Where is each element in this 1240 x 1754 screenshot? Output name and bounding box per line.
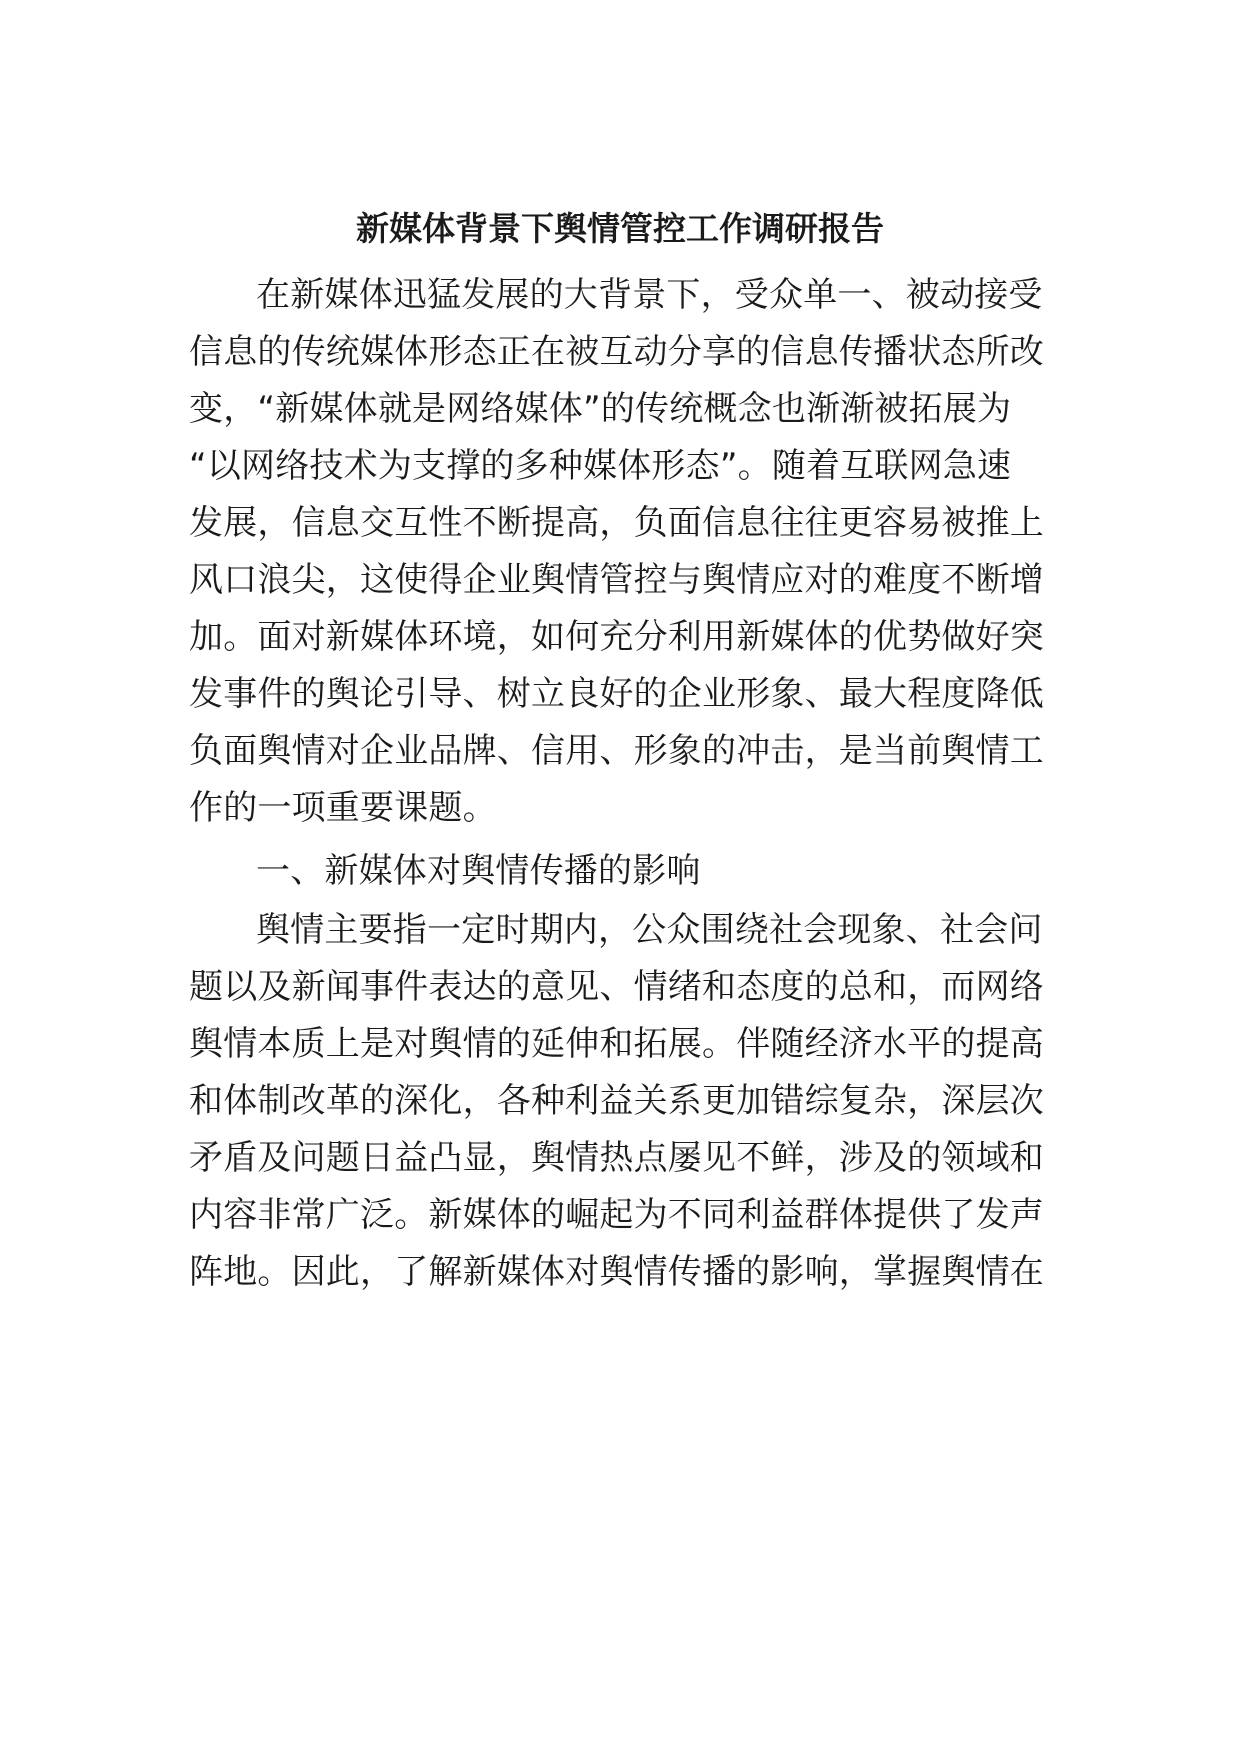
document-title: 新媒体背景下舆情管控工作调研报告 xyxy=(356,209,884,248)
paragraph-1-line-5: 发展，信息交互性不断提高，负面信息往往更容易被推上 xyxy=(189,503,1044,543)
paragraph-1-line-6: 风口浪尖，这使得企业舆情管控与舆情应对的难度不断增 xyxy=(189,560,1044,600)
paragraph-1-line-1: 在新媒体迅猛发展的大背景下，受众单一、被动接受 xyxy=(256,275,1043,315)
paragraph-2-line-3: 舆情本质上是对舆情的延伸和拓展。伴随经济水平的提高 xyxy=(189,1024,1044,1064)
paragraph-1-line-7: 加。面对新媒体环境，如何充分利用新媒体的优势做好突 xyxy=(189,617,1044,657)
paragraph-2-line-5: 矛盾及问题日益凸显，舆情热点屡见不鲜，涉及的领域和 xyxy=(189,1138,1044,1178)
paragraph-1-line-4: “以网络技术为支撑的多种媒体形态”。随着互联网急速 xyxy=(189,446,1012,486)
paragraph-1-line-8: 发事件的舆论引导、树立良好的企业形象、最大程度降低 xyxy=(189,674,1044,714)
paragraph-2-line-6: 内容非常广泛。新媒体的崛起为不同利益群体提供了发声 xyxy=(189,1195,1044,1235)
paragraph-1-line-10: 作的一项重要课题。 xyxy=(189,788,497,828)
paragraph-2-line-2: 题以及新闻事件表达的意见、情绪和态度的总和，而网络 xyxy=(189,967,1044,1007)
paragraph-1-line-2: 信息的传统媒体形态正在被互动分享的信息传播状态所改 xyxy=(189,332,1044,372)
paragraph-2-line-7: 阵地。因此，了解新媒体对舆情传播的影响，掌握舆情在 xyxy=(189,1252,1044,1292)
paragraph-1-line-9: 负面舆情对企业品牌、信用、形象的冲击，是当前舆情工 xyxy=(189,731,1044,771)
paragraph-2-line-1: 舆情主要指一定时期内，公众围绕社会现象、社会问 xyxy=(256,910,1043,950)
paragraph-1-line-3: 变，“新媒体就是网络媒体”的传统概念也渐渐被拓展为 xyxy=(189,389,1012,429)
paragraph-2-line-4: 和体制改革的深化，各种利益关系更加错综复杂，深层次 xyxy=(189,1081,1044,1121)
section-heading-1: 一、新媒体对舆情传播的影响 xyxy=(256,851,701,891)
